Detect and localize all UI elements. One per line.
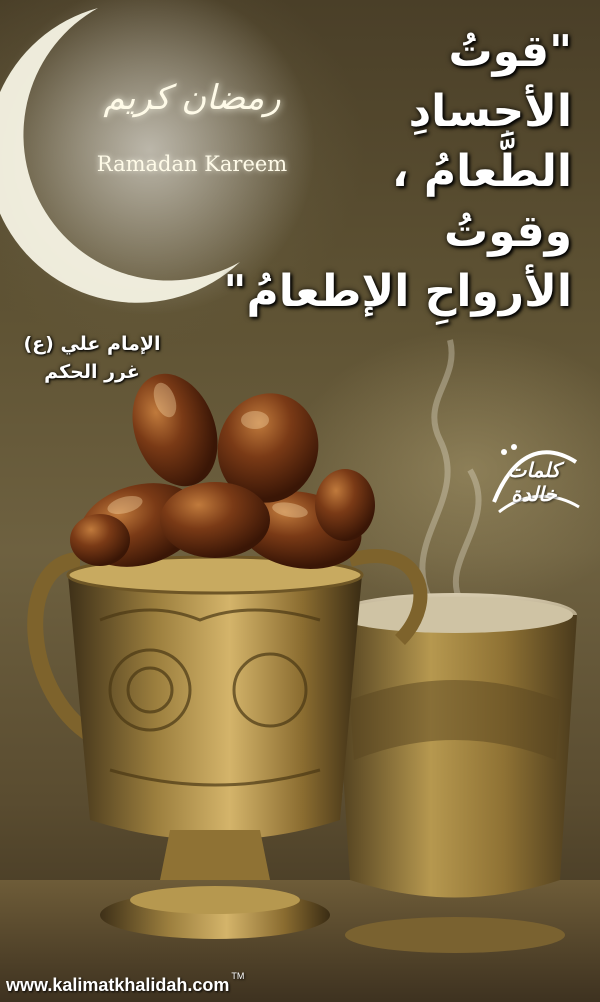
quote-line: الطَّعامُ ، (391, 146, 572, 197)
dates-pile (70, 362, 375, 580)
attribution-source: غرر الحكم (44, 361, 140, 383)
ramadan-kareem-calligraphy: رمضان كريم (103, 78, 281, 118)
website-footer[interactable] (6, 971, 244, 996)
quote-line: وقوتُ (444, 206, 572, 257)
website-url[interactable]: www.kalimatkhalidah.com (6, 975, 230, 995)
logo-text: كلمات خالدة (507, 458, 561, 506)
main-quote (223, 22, 572, 322)
attribution-author: الإمام علي (ع) (23, 333, 161, 355)
attribution (22, 330, 162, 386)
quote-line: "قوتُ (448, 26, 572, 77)
quote-line: الأرواحِ الإطعامُ" (223, 266, 572, 317)
quote-line: الأجسادِ (408, 86, 572, 137)
steam-decoration (422, 340, 478, 600)
ramadan-kareem-latin: Ramadan Kareem (96, 152, 288, 176)
trademark-symbol: TM (231, 971, 245, 981)
